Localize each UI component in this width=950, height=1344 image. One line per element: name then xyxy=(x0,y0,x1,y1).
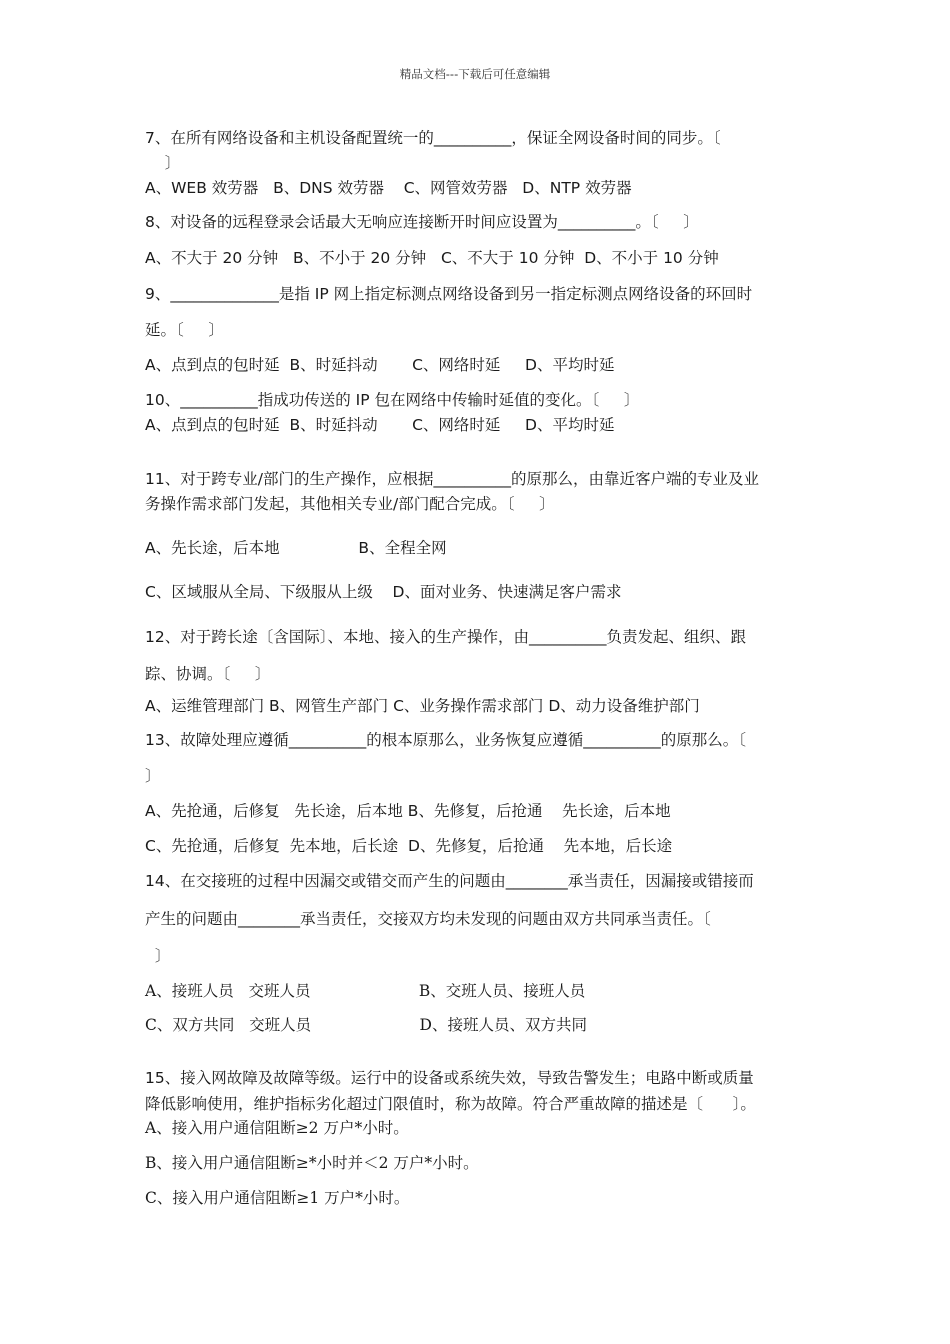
text-line-q13: 13、故障处理应遵循__________的根本原那么，业务恢复应遵循__________的原那么。〔 xyxy=(145,731,746,749)
text-line-q8: 8、对设备的远程登录会话最大无响应连接断开时间应设置为__________。〔 〕 xyxy=(145,213,699,231)
text-line-q12o: A、运维管理部门 B、网管生产部门 C、业务操作需求部门 D、动力设备维护部门 xyxy=(145,697,700,715)
text-line-q8o: A、不大于 20 分钟 B、不小于 20 分钟 C、不大于 10 分钟 D、不小于 10 分钟 xyxy=(145,249,719,267)
text-line-q15oc: C、接入用户通信阻断≥1 万户*小时。 xyxy=(145,1189,410,1207)
text-line-q15oa: A、接入用户通信阻断≥2 万户*小时。 xyxy=(145,1119,409,1137)
text-line-q10: 10、__________指成功传送的 IP 包在网络中传输时延值的变化。〔 〕 xyxy=(145,391,640,409)
page-header: 精品文档---下载后可任意编辑 xyxy=(399,67,551,81)
text-line-q11oa: A、先长途，后本地 B、全程全网 xyxy=(145,539,447,557)
text-line-q14b: 产生的问题由________承当责任，交接双方均未发现的问题由双方共同承当责任。〔 xyxy=(145,910,711,928)
text-line-q11b: 务操作需求部门发起，其他相关专业/部门配合完成。〔 〕 xyxy=(145,495,555,513)
text-line-q10o: A、点到点的包时延 B、时延抖动 C、网络时延 D、平均时延 xyxy=(145,416,615,434)
text-line-q12b: 踪、协调。〔 〕 xyxy=(145,665,271,683)
text-line-q9o: A、点到点的包时延 B、时延抖动 C、网络时延 D、平均时延 xyxy=(145,356,615,374)
text-line-q7o: A、WEB 效劳器 B、DNS 效劳器 C、网管效劳器 D、NTP 效劳器 xyxy=(145,179,632,197)
text-line-q7b: 〕 xyxy=(145,154,181,172)
text-line-q13oc: C、先抢通，后修复 先本地，后长途 D、先修复，后抢通 先本地，后长途 xyxy=(145,837,673,855)
text-line-q9: 9、______________是指 IP 网上指定标测点网络设备到另一指定标测点网络设备的环回时 xyxy=(145,285,753,303)
text-line-q15ob: B、接入用户通信阻断≥*小时并＜2 万户*小时。 xyxy=(145,1154,479,1172)
text-line-q15b: 降低影响使用，维护指标劣化超过门限值时，称为故障。符合严重故障的描述是〔 〕。 xyxy=(145,1095,756,1113)
text-line-q12: 12、对于跨长途〔含国际〕、本地、接入的生产操作，由__________负责发起、组织、跟 xyxy=(145,628,746,646)
text-line-q9b: 延。〔 〕 xyxy=(145,321,224,339)
text-line-q13oa: A、先抢通，后修复 先长途，后本地 B、先修复，后抢通 先长途，后本地 xyxy=(145,802,671,820)
text-line-q13b: 〕 xyxy=(145,767,161,785)
text-line-q15: 15、接入网故障及故障等级。运行中的设备或系统失效，导致告警发生；电路中断或质量 xyxy=(145,1069,754,1087)
text-line-q11oc: C、区域服从全局、下级服从上级 D、面对业务、快速满足客户需求 xyxy=(145,583,622,601)
text-line-q14oc: C、双方共同 交班人员 D、接班人员、双方共同 xyxy=(145,1016,587,1034)
text-line-q14oa: A、接班人员 交班人员 B、交班人员、接班人员 xyxy=(145,982,586,1000)
text-line-q14: 14、在交接班的过程中因漏交或错交而产生的问题由________承当责任，因漏接或错接而 xyxy=(145,872,754,890)
text-line-q11: 11、对于跨专业/部门的生产操作，应根据__________的原那么，由靠近客户端的专业及业 xyxy=(145,470,759,488)
text-line-q14c: 〕 xyxy=(145,947,171,965)
text-line-q7: 7、在所有网络设备和主机设备配置统一的__________，保证全网设备时间的同步。〔 xyxy=(145,129,721,147)
